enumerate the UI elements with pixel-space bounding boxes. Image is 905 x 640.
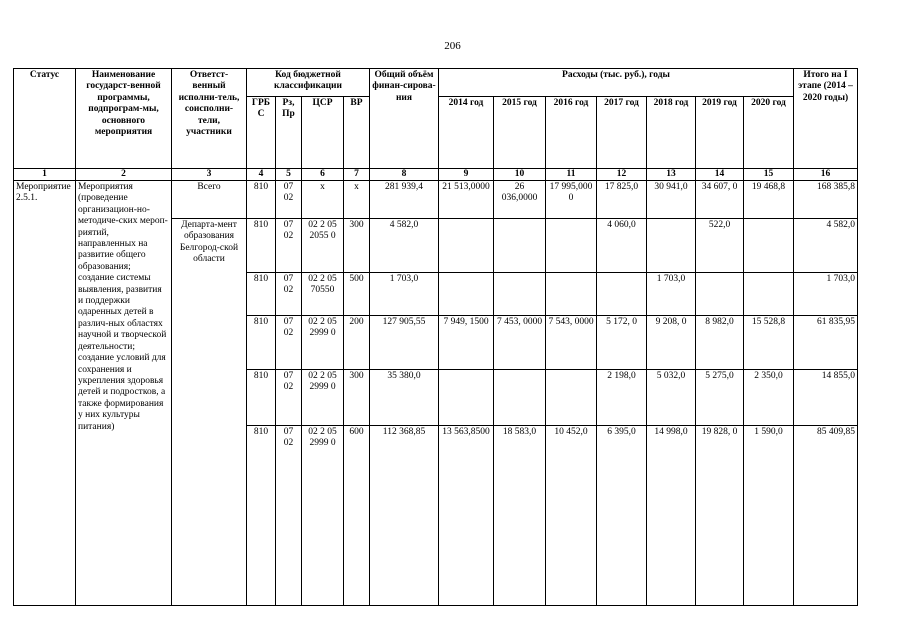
header-vr: ВР [344, 97, 370, 169]
year-cell: 2 198,0 [597, 370, 647, 426]
stage-total-cell: 14 855,0 [794, 370, 858, 426]
csr-cell: 02 2 05 70550 [302, 273, 344, 316]
year-cell: 13 563,8500 [439, 426, 494, 606]
year-cell [439, 219, 494, 273]
header-year: 2017 год [597, 97, 647, 169]
total-cell: 1 703,0 [370, 273, 439, 316]
year-cell: 21 513,0000 [439, 181, 494, 219]
column-number: 12 [597, 169, 647, 181]
year-cell: 26 036,0000 [494, 181, 546, 219]
column-number: 14 [696, 169, 744, 181]
total-cell: 281 939,4 [370, 181, 439, 219]
total-cell: 127 905,55 [370, 316, 439, 370]
year-cell [744, 273, 794, 316]
year-cell: 7 543, 0000 [546, 316, 597, 370]
column-number: 10 [494, 169, 546, 181]
column-number: 16 [794, 169, 858, 181]
responsible-dept-cell: Департа-мент образования Белгород-ской области [172, 219, 247, 606]
grbs-cell: 810 [247, 426, 276, 606]
year-cell: 17 825,0 [597, 181, 647, 219]
year-cell: 7 949, 1500 [439, 316, 494, 370]
rzpr-cell: 07 02 [276, 426, 302, 606]
vr-cell: 200 [344, 316, 370, 370]
column-number-row [14, 169, 858, 181]
csr-cell: 02 2 05 2055 0 [302, 219, 344, 273]
header-grbs: ГРБ С [247, 97, 276, 169]
budget-table [13, 68, 858, 606]
year-cell: 34 607, 0 [696, 181, 744, 219]
vr-cell: 600 [344, 426, 370, 606]
header-year: 2019 год [696, 97, 744, 169]
header-rzpr: Рз, Пр [276, 97, 302, 169]
grbs-cell: 810 [247, 181, 276, 219]
rzpr-cell: 07 02 [276, 273, 302, 316]
year-cell: 522,0 [696, 219, 744, 273]
header-status: Статус [14, 69, 76, 169]
column-number: 1 [14, 169, 76, 181]
year-cell [744, 219, 794, 273]
header-row-1 [14, 69, 858, 97]
rzpr-cell: 07 02 [276, 370, 302, 426]
header-total-volume: Общий объём финан-сирова-ния [370, 69, 439, 169]
column-number: 8 [370, 169, 439, 181]
status-cell: Мероприятие 2.5.1. [14, 181, 76, 606]
year-cell: 19 468,8 [744, 181, 794, 219]
year-cell: 1 590,0 [744, 426, 794, 606]
year-cell [439, 370, 494, 426]
column-number: 11 [546, 169, 597, 181]
year-cell [647, 219, 696, 273]
column-number: 3 [172, 169, 247, 181]
year-cell [597, 273, 647, 316]
year-cell: 30 941,0 [647, 181, 696, 219]
year-cell: 6 395,0 [597, 426, 647, 606]
total-cell: 112 368,85 [370, 426, 439, 606]
year-cell: 5 172, 0 [597, 316, 647, 370]
header-expenses: Расходы (тыс. руб.), годы [439, 69, 794, 97]
year-cell: 8 982,0 [696, 316, 744, 370]
year-cell [494, 273, 546, 316]
year-cell: 18 583,0 [494, 426, 546, 606]
year-cell: 1 703,0 [647, 273, 696, 316]
year-cell [439, 273, 494, 316]
year-cell: 19 828, 0 [696, 426, 744, 606]
column-number: 13 [647, 169, 696, 181]
year-cell: 5 032,0 [647, 370, 696, 426]
total-cell: 35 380,0 [370, 370, 439, 426]
column-number: 7 [344, 169, 370, 181]
header-total-stage: Итого на I этапе (2014 – 2020 годы) [794, 69, 858, 169]
header-year: 2014 год [439, 97, 494, 169]
stage-total-cell: 61 835,95 [794, 316, 858, 370]
column-number: 15 [744, 169, 794, 181]
header-year: 2015 год [494, 97, 546, 169]
grbs-cell: 810 [247, 370, 276, 426]
header-name: Наименование государст-венной программы, подпрограм-мы, основного мероприятия [76, 69, 172, 169]
year-cell: 15 528,8 [744, 316, 794, 370]
stage-total-cell: 85 409,85 [794, 426, 858, 606]
stage-total-cell: 1 703,0 [794, 273, 858, 316]
rzpr-cell: 07 02 [276, 316, 302, 370]
grbs-cell: 810 [247, 273, 276, 316]
year-cell: 4 060,0 [597, 219, 647, 273]
rzpr-cell: 07 02 [276, 219, 302, 273]
table-row [14, 181, 858, 219]
header-budget-code: Код бюджетной классификации [247, 69, 370, 97]
header-responsible: Ответст-венный исполни-тель, соисполни-тели, участники [172, 69, 247, 169]
year-cell: 5 275,0 [696, 370, 744, 426]
year-cell: 17 995,000 0 [546, 181, 597, 219]
activity-name-cell: Мероприятия (проведение организацион-но-методиче-ских мероп-риятий, направленных на развитие общего образования; создание системы выявления, развития и поддержки одаренных детей в различ-ных областях научной и творческой деятельности; создание условий для сохранения и укрепления здоровья детей и подростков, а также формирования у них культуры питания) [76, 181, 172, 606]
page-number: 206 [444, 40, 461, 52]
csr-cell: 02 2 05 2999 0 [302, 370, 344, 426]
vr-cell: 300 [344, 219, 370, 273]
total-cell: 4 582,0 [370, 219, 439, 273]
header-year: 2020 год [744, 97, 794, 169]
year-cell: 2 350,0 [744, 370, 794, 426]
year-cell [546, 219, 597, 273]
year-cell: 14 998,0 [647, 426, 696, 606]
header-year: 2016 год [546, 97, 597, 169]
grbs-cell: 810 [247, 316, 276, 370]
year-cell [494, 370, 546, 426]
year-cell: 9 208, 0 [647, 316, 696, 370]
stage-total-cell: 168 385,8 [794, 181, 858, 219]
vr-cell: х [344, 181, 370, 219]
year-cell [546, 370, 597, 426]
column-number: 6 [302, 169, 344, 181]
year-cell [494, 219, 546, 273]
header-year: 2018 год [647, 97, 696, 169]
header-csr: ЦСР [302, 97, 344, 169]
stage-total-cell: 4 582,0 [794, 219, 858, 273]
csr-cell: 02 2 05 2999 0 [302, 426, 344, 606]
year-cell [696, 273, 744, 316]
year-cell: 10 452,0 [546, 426, 597, 606]
vr-cell: 300 [344, 370, 370, 426]
year-cell: 7 453, 0000 [494, 316, 546, 370]
column-number: 9 [439, 169, 494, 181]
column-number: 5 [276, 169, 302, 181]
rzpr-cell: 07 02 [276, 181, 302, 219]
year-cell [546, 273, 597, 316]
csr-cell: 02 2 05 2999 0 [302, 316, 344, 370]
column-number: 2 [76, 169, 172, 181]
grbs-cell: 810 [247, 219, 276, 273]
csr-cell: х [302, 181, 344, 219]
column-number: 4 [247, 169, 276, 181]
vr-cell: 500 [344, 273, 370, 316]
responsible-total-cell: Всего [172, 181, 247, 219]
